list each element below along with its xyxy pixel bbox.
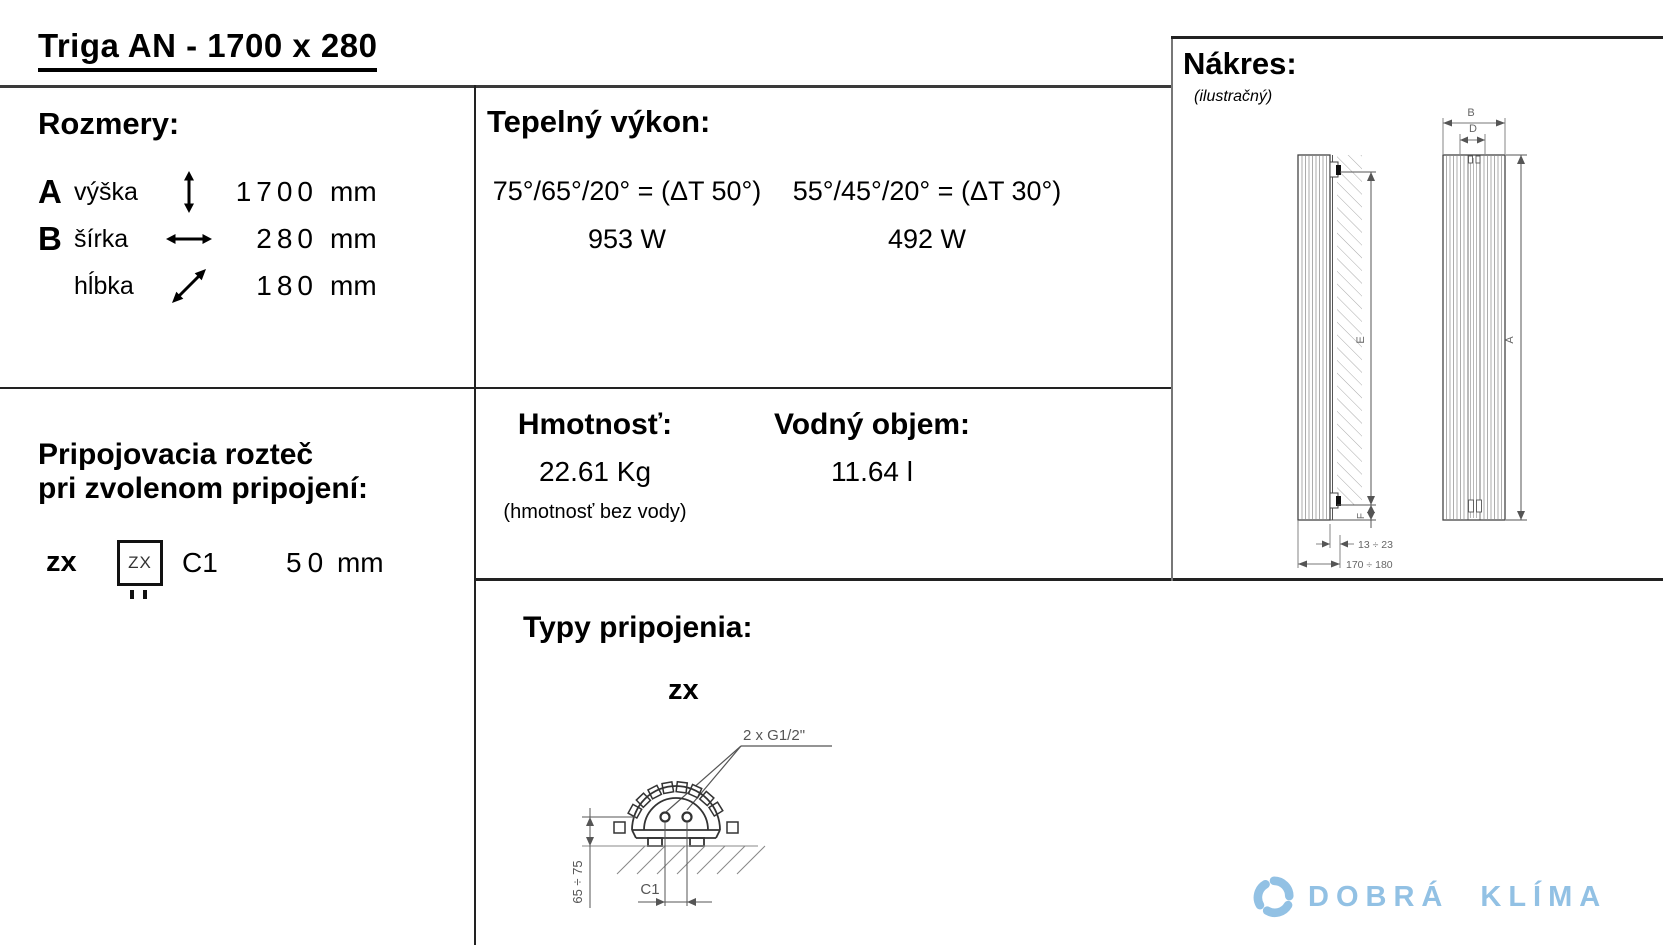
typy-type-code: zx — [668, 674, 699, 706]
dim-d-label: D — [1469, 123, 1477, 135]
divider-bottom-row — [474, 578, 1663, 581]
dimension-letter: B — [38, 220, 62, 257]
dim-depth-range-label: 170 ÷ 180 — [1346, 559, 1393, 571]
dimension-row-height — [38, 170, 377, 214]
dimension-label: šírka — [74, 224, 129, 253]
diagonal-arrow-icon — [160, 266, 218, 306]
connection-code: C1 — [182, 547, 218, 578]
dim-bracket-range-label: 13 ÷ 23 — [1358, 539, 1393, 551]
dimension-value: 1700 — [235, 176, 318, 207]
company-logo — [1253, 874, 1607, 920]
thread-size-label: 2 x G1/2" — [743, 727, 806, 744]
height-range-label: 65 ÷ 75 — [570, 860, 585, 904]
nakres-heading: Nákres: — [1183, 46, 1297, 81]
company-logo-text: DOBRÁ KLÍMA — [1308, 880, 1608, 913]
dim-e-label: E — [1355, 336, 1367, 344]
formula-dt50: 75°/65°/20° = (ΔT 50°) — [492, 176, 762, 206]
divider-top — [0, 85, 1172, 88]
dim-f-label: F — [1356, 512, 1367, 520]
connection-box-label: ZX — [117, 540, 163, 586]
pripojovacia-heading-line1: Pripojovacia rozteč — [38, 438, 314, 471]
radiator-drawing — [1280, 100, 1540, 575]
connection-type-drawing — [520, 692, 860, 917]
pripojovacia-heading — [38, 438, 368, 505]
hmotnost-heading: Hmotnosť: — [517, 408, 673, 441]
pitch-unit: mm — [336, 547, 384, 578]
hmotnost-note: (hmotnosť bez vody) — [503, 501, 687, 523]
pitch-number: 50 — [286, 547, 330, 578]
fan-swirl-icon — [1253, 874, 1295, 920]
vertical-arrow-icon — [160, 171, 218, 213]
output-dt30: 492 W — [887, 224, 967, 254]
dimension-row-depth — [38, 264, 377, 308]
pripojovacia-heading-line2: pri zvolenom pripojení: — [38, 471, 369, 505]
connection-pipe-tick — [130, 590, 134, 599]
nakres-box-top-border — [1171, 36, 1663, 39]
dim-a-label: A — [1504, 336, 1516, 344]
connection-box-icon — [117, 540, 163, 587]
dimension-unit: mm — [330, 270, 377, 301]
dimension-letter: A — [38, 173, 62, 210]
vodny-objem-value: 11.64 l — [831, 456, 913, 487]
connection-pipe-tick — [143, 590, 147, 599]
nakres-subheading: (ilustračný) — [1194, 88, 1273, 105]
divider-vertical — [474, 85, 476, 945]
formula-dt30: 55°/45°/20° = (ΔT 30°) — [792, 176, 1062, 206]
pitch-value — [286, 547, 384, 579]
horizontal-arrow-icon — [160, 231, 218, 247]
nakres-box-left-border — [1171, 36, 1173, 581]
connection-type-code: zx — [46, 546, 77, 578]
page-title: Triga AN - 1700 x 280 — [38, 27, 377, 72]
vodny-objem-heading: Vodný objem: — [773, 408, 971, 441]
dimension-row-width — [38, 217, 377, 261]
output-dt50: 953 W — [587, 224, 667, 254]
hmotnost-value: 22.61 Kg — [538, 456, 652, 487]
dim-b-label: B — [1467, 107, 1475, 119]
dimension-unit: mm — [330, 176, 377, 207]
dimension-value: 180 — [256, 270, 318, 301]
typy-pripojenia-heading: Typy pripojenia: — [523, 611, 753, 644]
divider-middle — [0, 387, 1173, 389]
dimension-label: výška — [74, 177, 138, 206]
pitch-code-label: C1 — [640, 881, 660, 898]
dimension-unit: mm — [330, 223, 377, 254]
dimension-value: 280 — [256, 223, 318, 254]
rozmery-heading: Rozmery: — [38, 106, 180, 141]
dimension-label: hĺbka — [74, 271, 134, 300]
tepelny-vykon-heading: Tepelný výkon: — [487, 104, 711, 139]
